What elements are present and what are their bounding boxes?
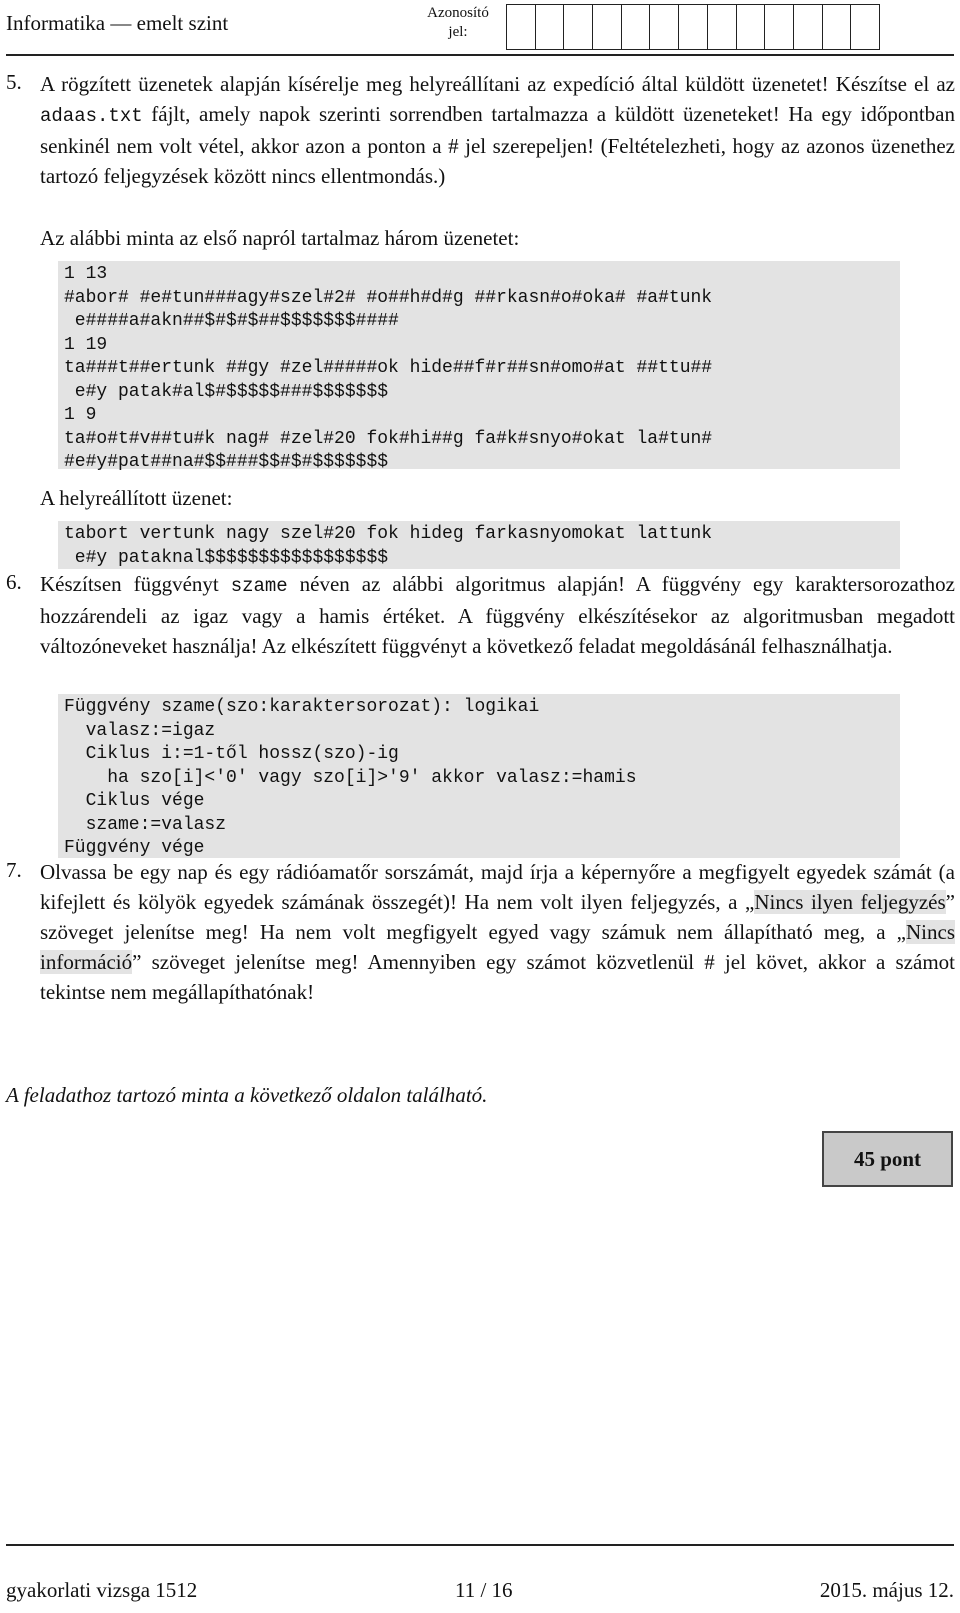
restored-message-block: [58, 521, 900, 569]
task-6-fname: szame: [230, 575, 288, 597]
id-box: [850, 4, 880, 50]
id-box: [764, 4, 794, 50]
restored-line: e#y pataknal$$$$$$$$$$$$$$$$$: [64, 547, 389, 568]
id-label: Azonosító jel:: [427, 5, 489, 40]
msg-no-info: Nincs információ: [40, 920, 955, 974]
id-box: [563, 4, 593, 50]
task-5-text: [40, 69, 955, 191]
footer-page: 11 / 16: [455, 1578, 513, 1602]
subject-title: Informatika — emelt szint: [6, 11, 229, 35]
task-5-filename: adaas.txt: [40, 105, 143, 127]
algorithm-line: Függvény szame(szo:karaktersorozat): logikai: [64, 697, 540, 717]
footer-divider: [6, 1544, 954, 1546]
task-7-part1: Olvassa be egy nap és egy rádióamatőr sorszámát, majd írja a képernyőre a megfigyelt egyedek számát (a kifejlett és kölyök egyedek számának összegét)! Ha nem volt ilyen feljegyzés, a „: [40, 860, 955, 914]
algorithm-line: Függvény vége: [64, 838, 205, 858]
sample-line: ta###t##ertunk ##gy #zel#####ok hide##f#r##sn#omo#at ##ttu##: [64, 358, 713, 378]
page-header: [0, 0, 960, 52]
sample-messages-block: [58, 261, 900, 472]
task-6-part2: néven az alábbi algoritmus alapján! A függvény egy karaktersorozathoz hozzárendeli az igaz vagy a hamis értéket. A függvény elkészítésekor az algoritmusban megadott változóneveket használja! Az elkészített függvényt a következő feladat megoldásánál felhasználhatja.: [40, 572, 955, 658]
task-6-part1: Készítsen függvényt: [40, 572, 231, 596]
footer-date: 2015. május 12.: [819, 1578, 954, 1602]
id-box: [822, 4, 852, 50]
sample-line: 1 19: [64, 334, 108, 355]
id-box: [649, 4, 679, 50]
algorithm-line: Ciklus i:=1-től hossz(szo)-ig: [64, 744, 399, 764]
task-6-number: 6.: [6, 570, 22, 594]
id-box: [506, 4, 536, 50]
algorithm-line: valasz:=igaz: [64, 720, 216, 741]
task-7-text: [40, 857, 955, 1007]
restored-line: tabort vertunk nagy szel#20 fok hideg farkasnyomokat lattunk: [64, 524, 713, 544]
algorithm-line: ha szo[i]<'0' vagy szo[i]>'9' akkor valasz:=hamis: [64, 767, 637, 788]
task-5-part1: A rögzített üzenetek alapján kísérelje meg helyreállítani az expedíció által küldött üzenetet! Készítse el az: [40, 72, 955, 96]
task-7-number: 7.: [6, 858, 22, 882]
sample-line: #abor# #e#tun###agy#szel#2# #o##h#d#g ##rkasn#o#oka# #a#tunk: [64, 287, 713, 308]
sample-line: 1 9: [64, 405, 97, 425]
id-box: [678, 4, 708, 50]
id-box: [592, 4, 622, 50]
sample-line: ta#o#t#v##tu#k nag# #zel#20 fok#hi##g fa#k#snyo#okat la#tun#: [64, 428, 713, 449]
sample-intro: Az alábbi minta az első napról tartalmaz három üzenetet:: [40, 226, 520, 250]
msg-no-record: Nincs ilyen feljegyzés: [754, 890, 946, 914]
algorithm-line: Ciklus vége: [64, 791, 205, 811]
sample-line: 1 13: [64, 264, 108, 284]
footer-exam: gyakorlati vizsga 1512: [6, 1578, 198, 1602]
task-5-number: 5.: [6, 70, 22, 94]
algorithm-block: [58, 694, 900, 858]
sample-line: #e#y#pat##na#$$###$$#$#$$$$$$$: [64, 452, 389, 472]
id-box: [621, 4, 651, 50]
id-box: [793, 4, 823, 50]
id-boxes: [507, 4, 880, 50]
header-divider: [6, 54, 954, 56]
task-7-part3: ” szöveget jelenítse meg! Amennyiben egy számot közvetlenül # jel követ, akkor a számot tekintse nem megállapíthatónak!: [40, 950, 955, 1004]
points-box: 45 pont: [822, 1131, 953, 1187]
algorithm-line: szame:=valasz: [64, 814, 227, 835]
task-5-part2: fájlt, amely napok szerinti sorrendben tartalmazza a küldött üzeneteket! Ha egy időpontban senkinél nem volt vétel, akkor azon a ponton a # jel szerepeljen! (Feltételezheti, hogy az azonos üzenethez tartozó feljegyzések között nincs ellentmondás.): [40, 102, 955, 188]
sample-note: A feladathoz tartozó minta a következő oldalon található.: [6, 1083, 488, 1107]
restored-label: A helyreállított üzenet:: [40, 486, 233, 510]
task-6-text: [40, 569, 955, 661]
sample-line: e#y patak#al$#$$$$$###$$$$$$$: [64, 381, 389, 402]
id-box: [535, 4, 565, 50]
sample-line: e####a#akn##$#$#$##$$$$$$$####: [64, 311, 399, 331]
task-7-part2: ” szöveget jelenítse meg! Ha nem volt megfigyelt egyed vagy számuk nem állapítható meg, a „: [40, 890, 955, 944]
id-box: [707, 4, 737, 50]
id-box: [736, 4, 766, 50]
